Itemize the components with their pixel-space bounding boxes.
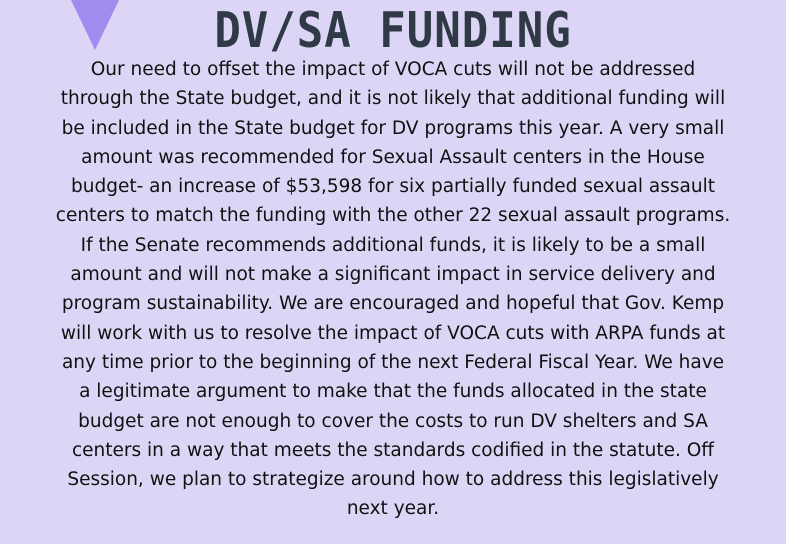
body-paragraph: Our need to offset the impact of VOCA cuts will not be addressed through the State budget, and it is not likely that additional funding will be included in the State budget for DV programs this year. A very small amount was recommended for Sexual Assault centers in the House budget- an increase of $53,598 for six partially funded sexual assault centers to match the funding with the other 22 sexual assault programs. If the Senate recommends additional funds, it is likely to be a small amount and will not make a significant impact in service delivery and program sustainability. We are encouraged and hopeful that Gov. Kemp will work with us to resolve the impact of VOCA cuts with ARPA funds at any time prior to the beginning of the next Federal Fiscal Year. We have a legitimate argument to make that the funds allocated in the state budget are not enough to cover the costs to run DV shelters and SA centers in a way that meets the standards codified in the statute. Off Session, we plan to strategize around how to address this legislatively next year. [55, 59, 731, 520]
page-title: DV/SA FUNDING [214, 2, 572, 60]
